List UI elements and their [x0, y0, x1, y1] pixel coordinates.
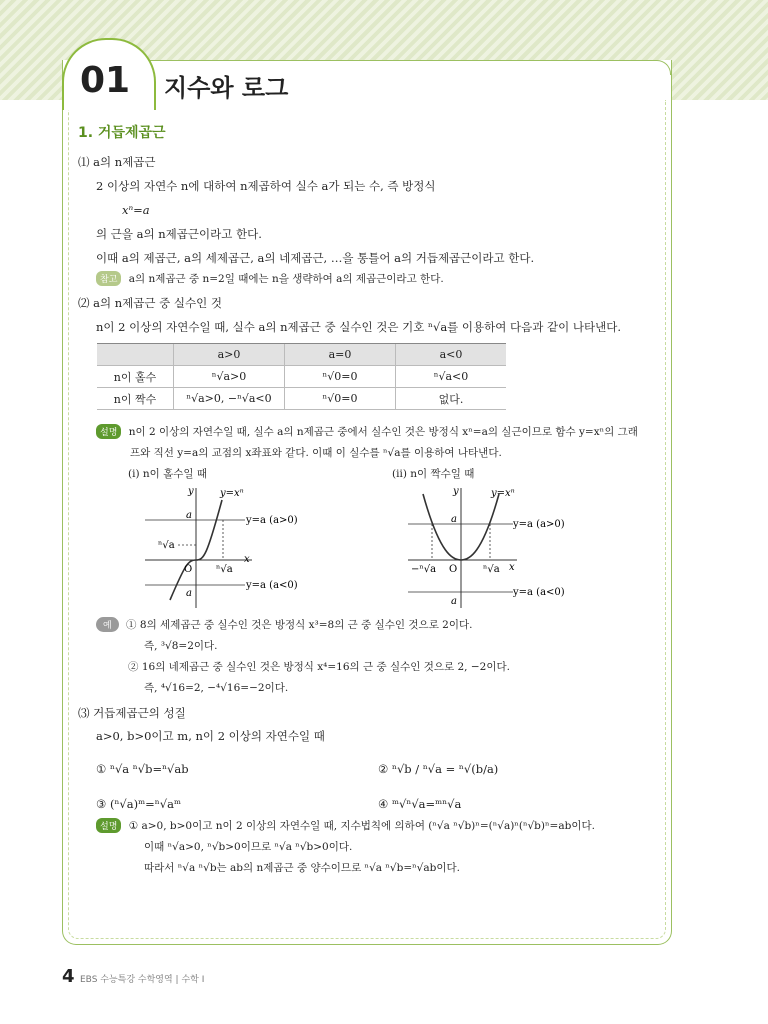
g1-a-neg-label: a [186, 588, 192, 599]
table-header-cell: a=0 [285, 344, 396, 366]
footer-text: EBS 수능특강 수학영역 | 수학 Ⅰ [80, 975, 205, 985]
s3-explanation-1 [96, 818, 595, 833]
property-1: ① ⁿ√a ⁿ√b=ⁿ√ab [96, 762, 189, 776]
s1-line1: 2 이상의 자연수 n에 대하여 n제곱하여 실수 a가 되는 수, 즉 방정식 [96, 179, 436, 193]
g2-root-label: ⁿ√a [483, 564, 500, 575]
graph2-caption: (ⅱ) n이 짝수일 때 [392, 468, 475, 480]
table-cell: n이 홀수 [97, 366, 174, 388]
table-cell: ⁿ√a<0 [396, 366, 507, 388]
explanation-badge: 설명 [96, 818, 121, 833]
s1-label: ⑴ [78, 155, 90, 169]
g2-neg-root-label: −ⁿ√a [411, 564, 437, 575]
table-cell: 없다. [396, 388, 507, 410]
s1-equation: xⁿ=a [122, 203, 150, 217]
s3-exp1-text: ① a>0, b>0이고 n이 2 이상의 자연수일 때, 지수법칙에 의하여 (ⁿ√a ⁿ√b)ⁿ=(ⁿ√a)ⁿ(ⁿ√b)ⁿ=ab이다. [128, 820, 595, 832]
s3-explanation-3: 따라서 ⁿ√a ⁿ√b는 ab의 n제곱근 중 양수이므로 ⁿ√a ⁿ√b=ⁿ√ab이다. [144, 862, 460, 874]
g1-root-label: ⁿ√a [158, 540, 175, 551]
example-2b: 즉, ⁴√16=2, −⁴√16=−2이다. [144, 682, 289, 694]
example-1 [96, 617, 472, 632]
property-4: ④ ᵐ√ⁿ√a=ᵐⁿ√a [378, 797, 462, 811]
g2-a-label: a [451, 514, 457, 525]
s2-explanation-2: 프와 직선 y=a의 교점의 x좌표와 같다. 이때 이 실수를 ⁿ√a를 이용하여 나타낸다. [130, 447, 502, 459]
odd-root-graph [140, 480, 340, 610]
page-number: 4 [62, 966, 75, 987]
g1-line-pos-label: y=a (a>0) [246, 515, 298, 526]
g2-a-neg-label: a [451, 596, 457, 607]
g1-x-label: x [244, 554, 250, 565]
s2-heading: a의 n제곱근 중 실수인 것 [93, 296, 223, 310]
g1-root-x-label: ⁿ√a [216, 564, 233, 575]
g2-line-neg-label: y=a (a<0) [513, 587, 565, 598]
section-title: 1. 거듭제곱근 [78, 125, 166, 141]
s2-heading-row [78, 295, 222, 311]
example-1-text: ① 8의 세제곱근 중 실수인 것은 방정식 x³=8의 근 중 실수인 것으로 2이다. [126, 619, 473, 631]
property-3: ③ (ⁿ√a)ᵐ=ⁿ√aᵐ [96, 797, 181, 811]
s2-explanation-1 [96, 424, 638, 439]
g1-y-label: y [188, 486, 194, 497]
table-cell: ⁿ√0=0 [285, 366, 396, 388]
s1-line3: 이때 a의 제곱근, a의 세제곱근, a의 네제곱근, …을 통틀어 a의 거듭제곱근이라고 한다. [96, 251, 535, 265]
reference-text: a의 n제곱근 중 n=2일 때에는 n을 생략하여 a의 제곱근이라고 한다. [128, 273, 444, 285]
g1-origin: O [184, 564, 193, 575]
example-badge: 예 [96, 617, 119, 632]
s1-heading: a의 n제곱근 [93, 155, 156, 169]
s3-condition: a>0, b>0이고 m, n이 2 이상의 자연수일 때 [96, 729, 325, 743]
s2-line1: n이 2 이상의 자연수일 때, 실수 a의 n제곱근 중 실수인 것은 기호 ⁿ√a를 이용하여 다음과 같이 나타낸다. [96, 320, 621, 334]
explanation-badge: 설명 [96, 424, 121, 439]
property-2: ② ⁿ√b / ⁿ√a = ⁿ√(b/a) [378, 762, 499, 776]
s2-label: ⑵ [78, 296, 90, 310]
s3-explanation-2: 이때 ⁿ√a>0, ⁿ√b>0이므로 ⁿ√a ⁿ√b>0이다. [144, 841, 353, 853]
s1-line2: 의 근을 a의 n제곱근이라고 한다. [96, 227, 262, 241]
table-header-cell: a>0 [174, 344, 285, 366]
table-header-row [97, 344, 506, 366]
example-2: ② 16의 네제곱근 중 실수인 것은 방정식 x⁴=16의 근 중 실수인 것으로 2, −2이다. [128, 661, 510, 673]
table-row [97, 388, 506, 410]
reference-badge: 참고 [96, 271, 121, 286]
s1-heading-row [78, 154, 156, 170]
g2-curve-label: y=xⁿ [491, 488, 515, 499]
chapter-number: 01 [80, 60, 131, 101]
table-row [97, 366, 506, 388]
roots-table [97, 343, 506, 410]
g1-curve-label: y=xⁿ [220, 488, 244, 499]
table-header-cell [97, 344, 174, 366]
graph1-caption: (ⅰ) n이 홀수일 때 [128, 468, 208, 480]
s3-heading: 거듭제곱근의 성질 [93, 706, 186, 720]
even-root-graph [405, 480, 605, 610]
g2-origin: O [449, 564, 458, 575]
chapter-title: 지수와 로그 [164, 74, 289, 102]
table-cell: ⁿ√a>0 [174, 366, 285, 388]
s3-heading-row [78, 705, 186, 721]
table-cell: n이 짝수 [97, 388, 174, 410]
s3-label: ⑶ [78, 706, 90, 720]
g2-line-pos-label: y=a (a>0) [513, 519, 565, 530]
example-1b: 즉, ³√8=2이다. [144, 640, 218, 652]
g1-a-label: a [186, 510, 192, 521]
table-cell: ⁿ√a>0, −ⁿ√a<0 [174, 388, 285, 410]
g2-x-label: x [509, 562, 515, 573]
g1-line-neg-label: y=a (a<0) [246, 580, 298, 591]
table-header-cell: a<0 [396, 344, 507, 366]
s1-reference [96, 271, 444, 286]
g2-y-label: y [453, 486, 459, 497]
table-cell: ⁿ√0=0 [285, 388, 396, 410]
explanation-text: n이 2 이상의 자연수일 때, 실수 a의 n제곱근 중에서 실수인 것은 방정식 xⁿ=a의 실근이므로 함수 y=xⁿ의 그래 [128, 426, 638, 438]
